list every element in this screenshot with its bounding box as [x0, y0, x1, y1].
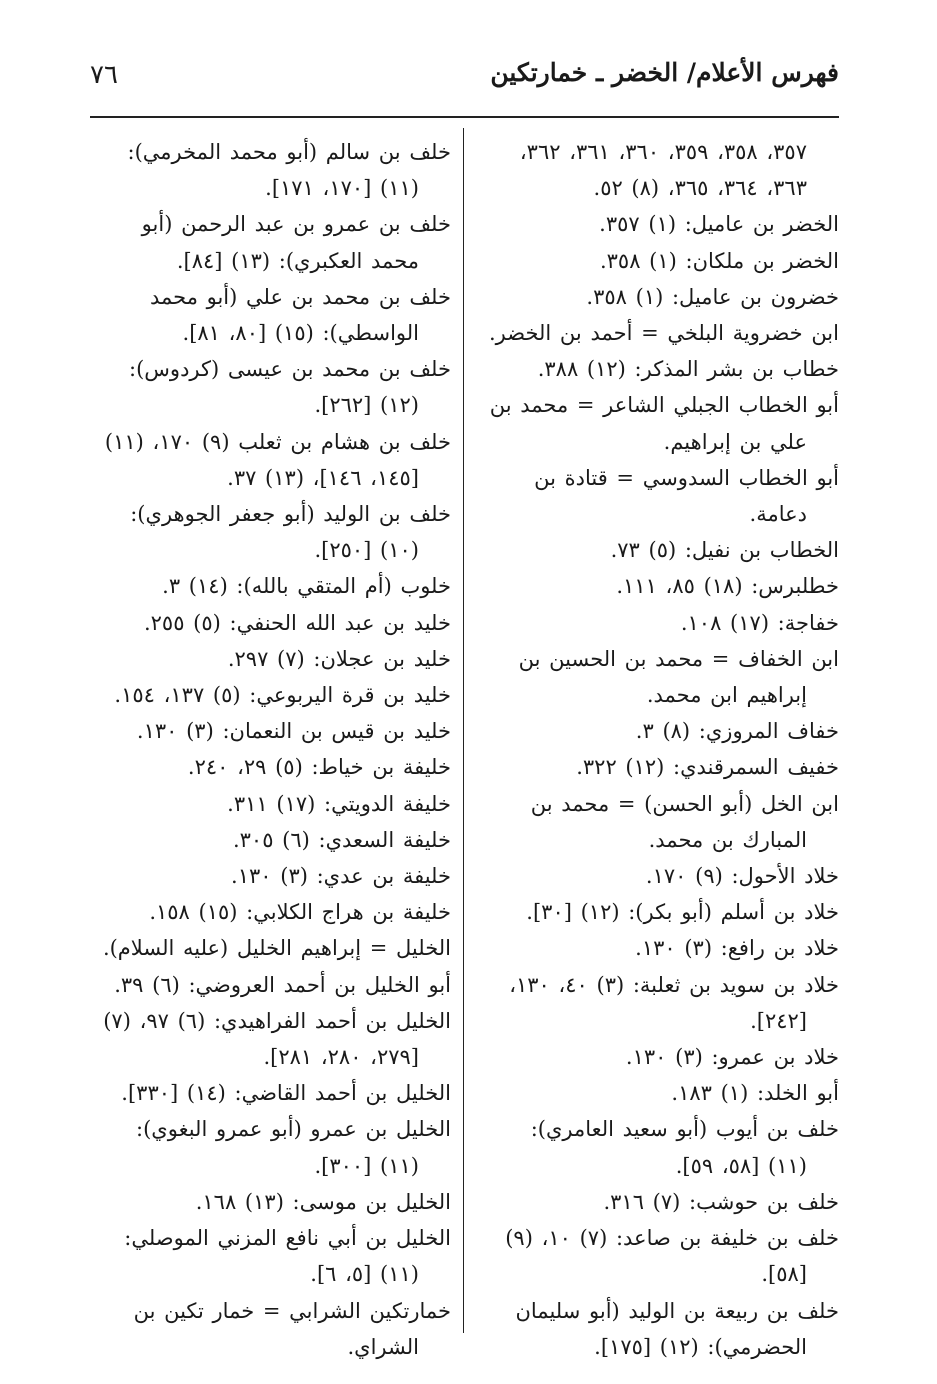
index-entry: خفاجة: (١٧) ١٠٨. — [680, 610, 839, 635]
running-head: فهرس الأعلام/ الخضر ـ خمارتكين — [490, 58, 839, 87]
index-entry: خطاب بن بشر المذكر: (١٢) ٣٨٨. — [537, 357, 839, 382]
index-entry: خلف بن سالم (أبو محمد المخرمي): (١١) [١٧٠، ١٧١]. — [127, 140, 451, 201]
index-entry: خلف بن عمرو بن عبد الرحمن (أبو محمد العكبري): (١٣) [٨٤]. — [141, 212, 451, 273]
index-entry: خلف بن محمد بن عيسى (كردوس): (١٢) [٢٦٢]. — [129, 357, 451, 418]
index-entry: أبو الخطاب السدوسي = قتادة بن دعامة. — [534, 465, 839, 527]
page-number: ٧٦ — [90, 60, 118, 90]
column-divider — [463, 128, 464, 1333]
index-entry: الخليل بن أحمد الفراهيدي: (٦) ٩٧، (٧) [٢٧٩، ٢٨٠، ٢٨١]. — [103, 1008, 451, 1070]
index-entry: خلوب (أم المتقي بالله): (١٤) ٣. — [162, 574, 451, 599]
index-entry: خليفة بن هراج الكلابي: (١٥) ١٥٨. — [149, 900, 451, 925]
index-entry: ابن الخل (أبو الحسن) = محمد بن المبارك بن محمد. — [530, 791, 839, 852]
index-entry: الخليل بن عمرو (أبو عمرو البغوي): (١١) [٣٠٠]. — [136, 1117, 451, 1178]
index-entry: خلف بن محمد بن علي (أبو محمد الواسطي): (١٥) [٨٠، ٨١]. — [149, 284, 451, 346]
index-column-right — [489, 134, 839, 1365]
index-entry: خفاف المروزي: (٨) ٣. — [635, 719, 839, 744]
index-entry: خلف بن خليفة بن صاعد: (٧) ١٠، (٩) [٥٨]. — [505, 1226, 839, 1287]
index-entry: خليد بن عجلان: (٧) ٢٩٧. — [227, 646, 451, 671]
index-entry: خليفة بن عدي: (٣) ١٣٠. — [231, 864, 451, 889]
index-entry: خمارتكين الشرابي = خمار تكين بن الشراي. — [133, 1298, 451, 1359]
index-entry: خضرون بن عاميل: (١) ٣٥٨. — [586, 284, 839, 309]
index-entry: الخليل = إبراهيم الخليل (عليه السلام). — [102, 936, 451, 961]
index-entry: خليد بن عبد الله الحنفي: (٥) ٢٥٥. — [143, 610, 451, 635]
index-entry: خلاد بن سويد بن ثعلبة: (٣) ٤٠، ١٣٠، [٢٤٢]. — [509, 972, 839, 1033]
index-entry: خفيف السمرقندي: (١٢) ٣٢٢. — [576, 755, 839, 780]
header-rule — [90, 116, 839, 118]
index-entry: خلف بن ربيعة بن الوليد (أبو سليمان الحضرمي): (١٢) [١٧٥]. — [515, 1298, 839, 1359]
index-entry: ابن الخفاف = محمد بن الحسين بن إبراهيم ابن محمد. — [518, 646, 839, 708]
index-entry: خلف بن هشام بن ثعلب (٩) ١٧٠، (١١) [١٤٥، ١٤٦]، (١٣) ٣٧. — [104, 429, 451, 490]
index-entry: خلف بن حوشب: (٧) ٣١٦. — [603, 1189, 839, 1214]
index-entry: خليفة بن خياط: (٥) ٢٩، ٢٤٠. — [187, 755, 451, 780]
index-entry: خليد بن قرة اليربوعي: (٥) ١٣٧، ١٥٤. — [114, 683, 451, 708]
index-entry: خليفة السعدي: (٦) ٣٠٥. — [232, 827, 451, 852]
index-entry: الخليل بن موسى: (١٣) ١٦٨. — [195, 1189, 451, 1214]
index-entry: أبو الخلد: (١) ١٨٣. — [671, 1081, 839, 1106]
index-entry: أبو الخطاب الجبلي الشاعر = محمد بن علي بن إبراهيم. — [489, 393, 839, 454]
index-entry: الخليل بن أبي نافع المزني الموصلي: (١١) [٥، ٦]. — [124, 1226, 451, 1287]
index-entry: خلاد بن رافع: (٣) ١٣٠. — [635, 936, 839, 961]
index-entry: الخضر بن عاميل: (١) ٣٥٧. — [599, 212, 839, 237]
index-entry: خطلبرس: (١٨) ٨٥، ١١١. — [616, 574, 839, 599]
index-entry: خلاد بن عمرو: (٣) ١٣٠. — [625, 1045, 839, 1070]
index-entry: خليفة الدويتي: (١٧) ٣١١. — [227, 791, 451, 816]
index-column-left — [89, 134, 451, 1365]
index-entry: أبو الخليل بن أحمد العروضي: (٦) ٣٩. — [114, 972, 451, 997]
index-entry: خلف بن أيوب (أبو سعيد العامري): (١١) [٥٨، ٥٩]. — [530, 1117, 839, 1178]
index-entry: ٣٥٧، ٣٥٨، ٣٥٩، ٣٦٠، ٣٦١، ٣٦٢، ٣٦٣، ٣٦٤، ٣٦٥، (٨) ٥٢. — [519, 140, 807, 201]
index-entry: خلاد بن أسلم (أبو بكر): (١٢) [٣٠]. — [526, 900, 839, 925]
index-entry: الخضر بن ملكان: (١) ٣٥٨. — [599, 248, 839, 273]
index-entry: خلف بن الوليد (أبو جعفر الجوهري): (١٠) [٢٥٠]. — [130, 502, 451, 563]
index-entry: خليد بن قيس بن النعمان: (٣) ١٣٠. — [136, 719, 451, 744]
index-entry: خلاد الأحول: (٩) ١٧٠. — [645, 864, 839, 889]
index-entry: ابن خضروية البلخي = أحمد بن الخضر. — [489, 321, 839, 346]
index-entry: الخطاب بن نفيل: (٥) ٧٣. — [610, 538, 839, 563]
page-header — [90, 58, 839, 116]
index-entry: الخليل بن أحمد القاضي: (١٤) [٣٣٠]. — [121, 1081, 451, 1106]
